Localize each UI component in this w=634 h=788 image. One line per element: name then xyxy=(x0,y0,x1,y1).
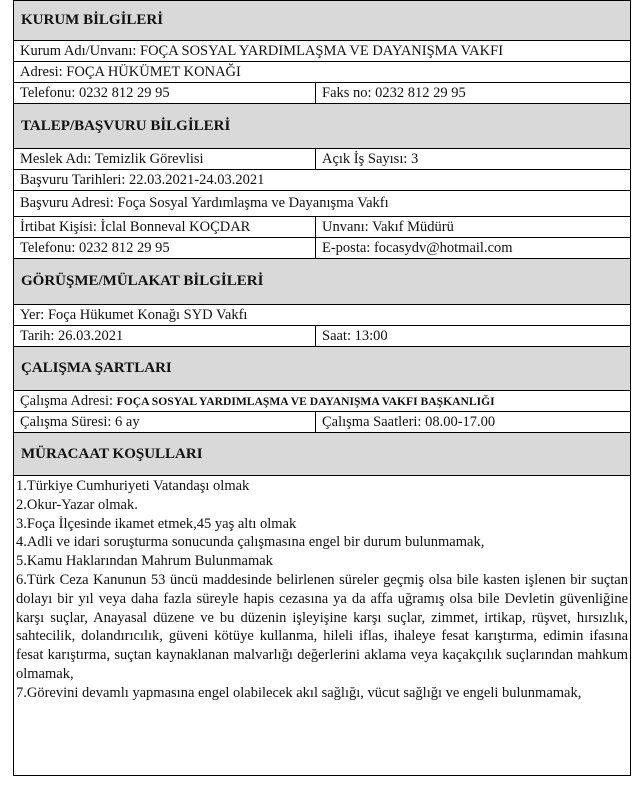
kurum-iletisim-row xyxy=(13,83,631,104)
talep-meslek: Meslek Adı: Temizlik Görevlisi xyxy=(20,151,204,167)
calisma-adres xyxy=(14,391,630,411)
calisma-sure: Çalışma Süresi: 6 ay xyxy=(20,414,140,430)
kosul-item: 7.Görevini devamlı yapmasına engel olabilecek akıl sağlığı, vücut sağlığı ve engeli bulunmamak, xyxy=(16,684,582,701)
talep-unvani: Unvanı: Vakıf Müdürü xyxy=(315,217,630,237)
kurum-telefon: Telefonu: 0232 812 29 95 xyxy=(20,85,170,101)
talep-meslek-row xyxy=(13,149,631,170)
kosul-item: 1.Türkiye Cumhuriyeti Vatandaşı olmak xyxy=(16,478,250,494)
form-document xyxy=(13,0,631,776)
calisma-saatler: Çalışma Saatleri: 08.00-17.00 xyxy=(315,412,630,432)
gorusme-tarih-row xyxy=(13,326,631,347)
calisma-sure-row xyxy=(13,412,631,433)
kurum-faks: Faks no: 0232 812 29 95 xyxy=(315,83,630,103)
kosul-item: 6.Türk Ceza Kanunun 53 üncü maddesinde belirlenen süreler geçmiş olsa bile kasten işlenen bir suçtan dolayı bir yıl veya daha fazla süreyle hapis cezasına ya da affa uğramış olsa bile Devletin güvenliğine karşı suçlar, Anayasal düzene ve bu düzenin işleyişine karşı suçlar, zimmet, irtikap, rüşvet, hırsızlık, sahtecilik, dolandırıcılık, güveni kötüye kullanma, hileli iflas, ihaleye fesat karıştırma, edimin ifasına fesat karıştırma, suçtan kaynaklanan malvarlığı değerlerini aklama veya kaçakçılık suçlarından mahkum olmamak, xyxy=(16,571,628,682)
kosul-item: 2.Okur-Yazar olmak. xyxy=(16,496,138,513)
kosullar-list xyxy=(13,476,631,776)
kurum-unvan-row xyxy=(13,41,631,62)
gorusme-saat: Saat: 13:00 xyxy=(315,326,630,346)
section-kurum-title: KURUM BİLGİLERİ xyxy=(13,0,631,41)
calisma-adres-label: Çalışma Adresi: xyxy=(20,393,117,409)
kurum-unvan: Kurum Adı/Unvanı: FOÇA SOSYAL YARDIMLAŞMA VE DAYANIŞMA VAKFI xyxy=(20,43,504,59)
section-muracaat-title: MÜRACAAT KOŞULLARI xyxy=(13,433,631,476)
talep-acik-is: Açık İş Sayısı: 3 xyxy=(315,149,630,169)
talep-irtibat: İrtibat Kişisi: İclal Bonneval KOÇDAR xyxy=(20,219,251,235)
kurum-adres-row xyxy=(13,62,631,83)
kurum-adres: Adresi: FOÇA HÜKÜMET KONAĞI xyxy=(20,64,241,80)
talep-irtibat-row xyxy=(13,217,631,238)
section-gorusme-title: GÖRÜŞME/MÜLAKAT BİLGİLERİ xyxy=(13,259,631,305)
talep-adres: Başvuru Adresi: Foça Sosyal Yardımlaşma ve Dayanışma Vakfı xyxy=(20,195,389,211)
kosul-item: 3.Foça İlçesinde ikamet etmek,45 yaş altı olmak xyxy=(16,515,297,532)
gorusme-yer: Yer: Foça Hükumet Konağı SYD Vakfı xyxy=(20,307,248,323)
kosul-item: 4.Adli ve idari soruşturma sonucunda çalışmasına engel bir durum bulunmamak, xyxy=(16,534,485,551)
talep-eposta: E-posta: focasydv@hotmail.com xyxy=(315,238,630,258)
gorusme-yer-row xyxy=(13,305,631,326)
talep-tarih: Başvuru Tarihleri: 22.03.2021-24.03.2021 xyxy=(20,172,265,188)
talep-iletisim-row xyxy=(13,238,631,259)
calisma-adres-row xyxy=(13,391,631,412)
gorusme-tarih: Tarih: 26.03.2021 xyxy=(20,328,124,344)
section-talep-title: TALEP/BAŞVURU BİLGİLERİ xyxy=(13,104,631,149)
section-calisma-title: ÇALIŞMA ŞARTLARI xyxy=(13,347,631,391)
kosul-item: 5.Kamu Haklarından Mahrum Bulunmamak xyxy=(16,553,273,570)
talep-adres-row xyxy=(13,191,631,217)
talep-tarih-row xyxy=(13,170,631,191)
talep-telefon: Telefonu: 0232 812 29 95 xyxy=(20,240,170,256)
calisma-adres-value: FOÇA SOSYAL YARDIMLAŞMA VE DAYANIŞMA VAKFI BAŞKANLIĞI xyxy=(116,395,495,408)
